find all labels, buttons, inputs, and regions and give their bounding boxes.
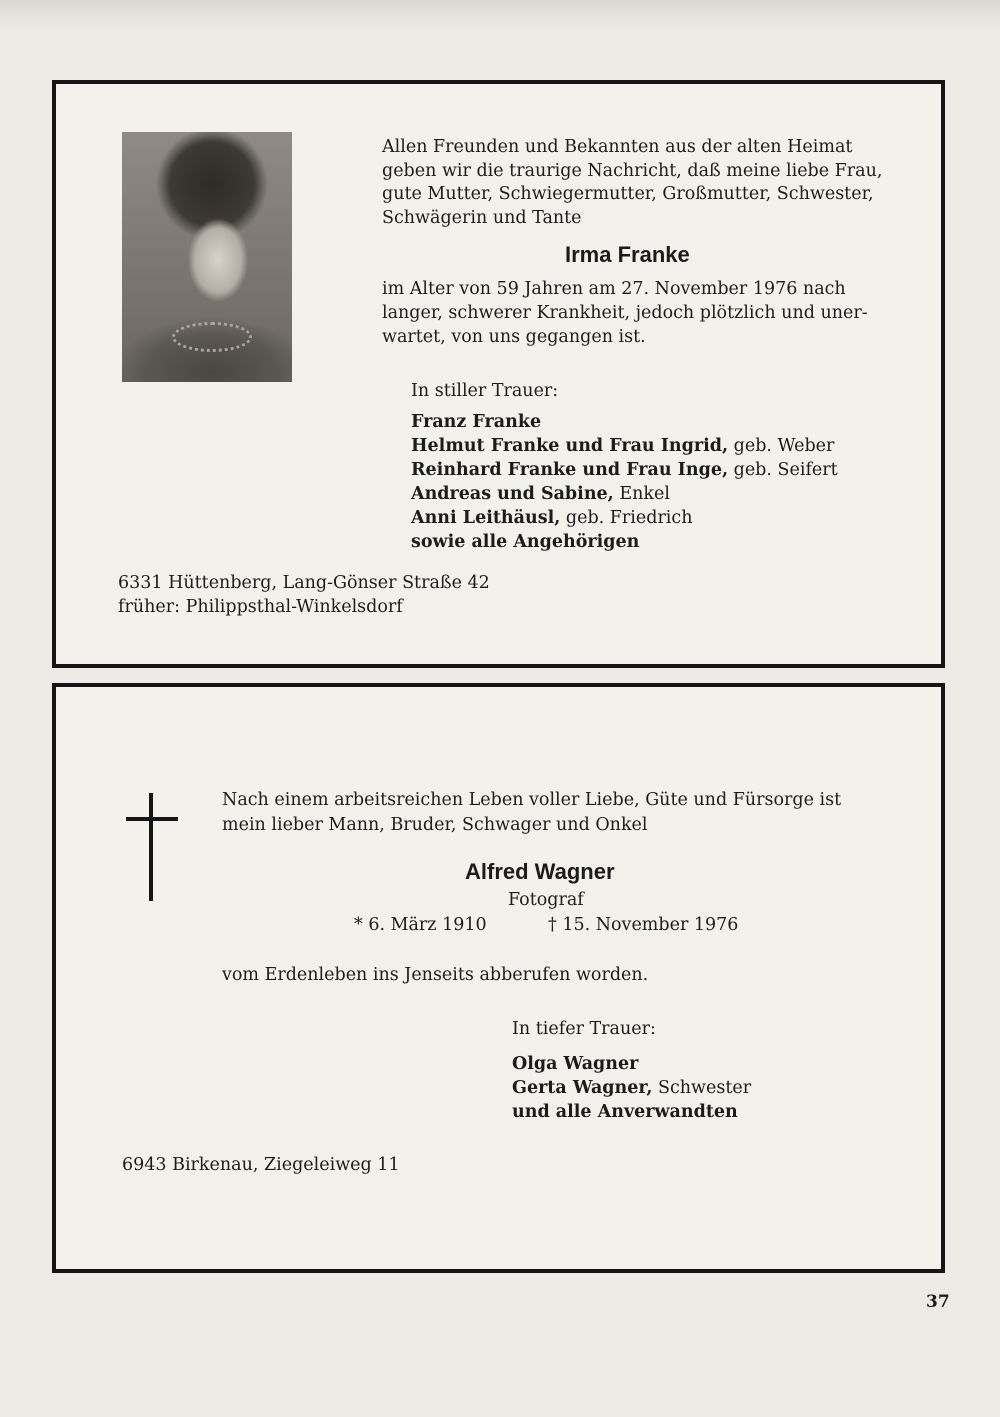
notice1-mourning-label: In stiller Trauer: [411,381,559,401]
notice1-mourner [411,531,639,555]
notice2-intro-line: Nach einem arbeitsreichen Leben voller Liebe, Güte und Fürsorge ist [222,790,842,810]
notice2-closing: vom Erdenleben ins Jenseits abberufen worden. [222,965,649,985]
notice1-address-line: früher: Philippsthal-Winkelsdorf [118,597,403,617]
page-number: 37 [926,1292,950,1312]
obituary-notice-alfred-wagner [52,683,945,1273]
notice2-death-date: † 15. November 1976 [548,915,739,935]
mourner-note: geb. Seifert [728,460,838,480]
notice1-intro-line: gute Mutter, Schwiegermutter, Großmutter, Schwester, [382,184,874,204]
mourner-name: Andreas und Sabine, [411,484,614,504]
page-top-edge [0,0,1000,30]
notice2-mourning-label: In tiefer Trauer: [512,1019,656,1039]
mourner-note: geb. Friedrich [560,508,693,528]
notice1-address-line: 6331 Hüttenberg, Lang-Gönser Straße 42 [118,573,490,593]
portrait-photo [122,132,292,382]
obituary-notice-irma-franke [52,80,945,668]
notice2-mourner [512,1077,751,1101]
notice1-intro-line: Allen Freunden und Bekannten aus der alten Heimat [382,137,853,157]
mourner-name: Helmut Franke und Frau Ingrid, [411,436,729,456]
notice2-profession: Fotograf [508,890,584,910]
notice1-intro-line: geben wir die traurige Nachricht, daß meine liebe Frau, [382,160,883,181]
notice1-deceased-name: Irma Franke [565,242,690,267]
notice2-intro-line: mein lieber Mann, Bruder, Schwager und Onkel [222,815,648,835]
notice2-deceased-name: Alfred Wagner [465,859,615,884]
notice1-mourner [411,483,670,507]
notice2-mourner [512,1101,738,1125]
notice1-details-line: langer, schwerer Krankheit, jedoch plötzlich und uner- [382,303,868,323]
cross-icon [126,793,178,901]
notice1-mourner [411,435,834,459]
notice1-mourner [411,459,838,483]
notice1-mourner [411,411,541,435]
notice1-details-line: im Alter von 59 Jahren am 27. November 1976 nach [382,279,846,299]
notice1-intro-line: Schwägerin und Tante [382,207,582,228]
photo-collar-detail [172,322,252,352]
mourner-name: Gerta Wagner, [512,1078,653,1098]
notice1-details-line: wartet, von uns gegangen ist. [382,327,646,347]
mourner-name: Anni Leithäusl, [411,508,561,528]
notice1-mourner [411,507,692,531]
mourner-note: Schwester [652,1078,752,1098]
mourner-name: Olga Wagner [512,1054,639,1074]
mourner-note: geb. Weber [728,436,835,456]
mourner-name: sowie alle Angehörigen [411,532,640,552]
mourner-note: Enkel [613,484,670,504]
mourner-name: Reinhard Franke und Frau Inge, [411,460,729,480]
mourner-name: Franz Franke [411,412,542,432]
notice2-born-date: * 6. März 1910 [354,915,487,935]
notice1-intro [382,136,882,230]
mourner-name: und alle Anverwandten [512,1102,738,1122]
notice2-mourner [512,1053,638,1077]
notice2-address: 6943 Birkenau, Ziegeleiweg 11 [122,1155,400,1175]
